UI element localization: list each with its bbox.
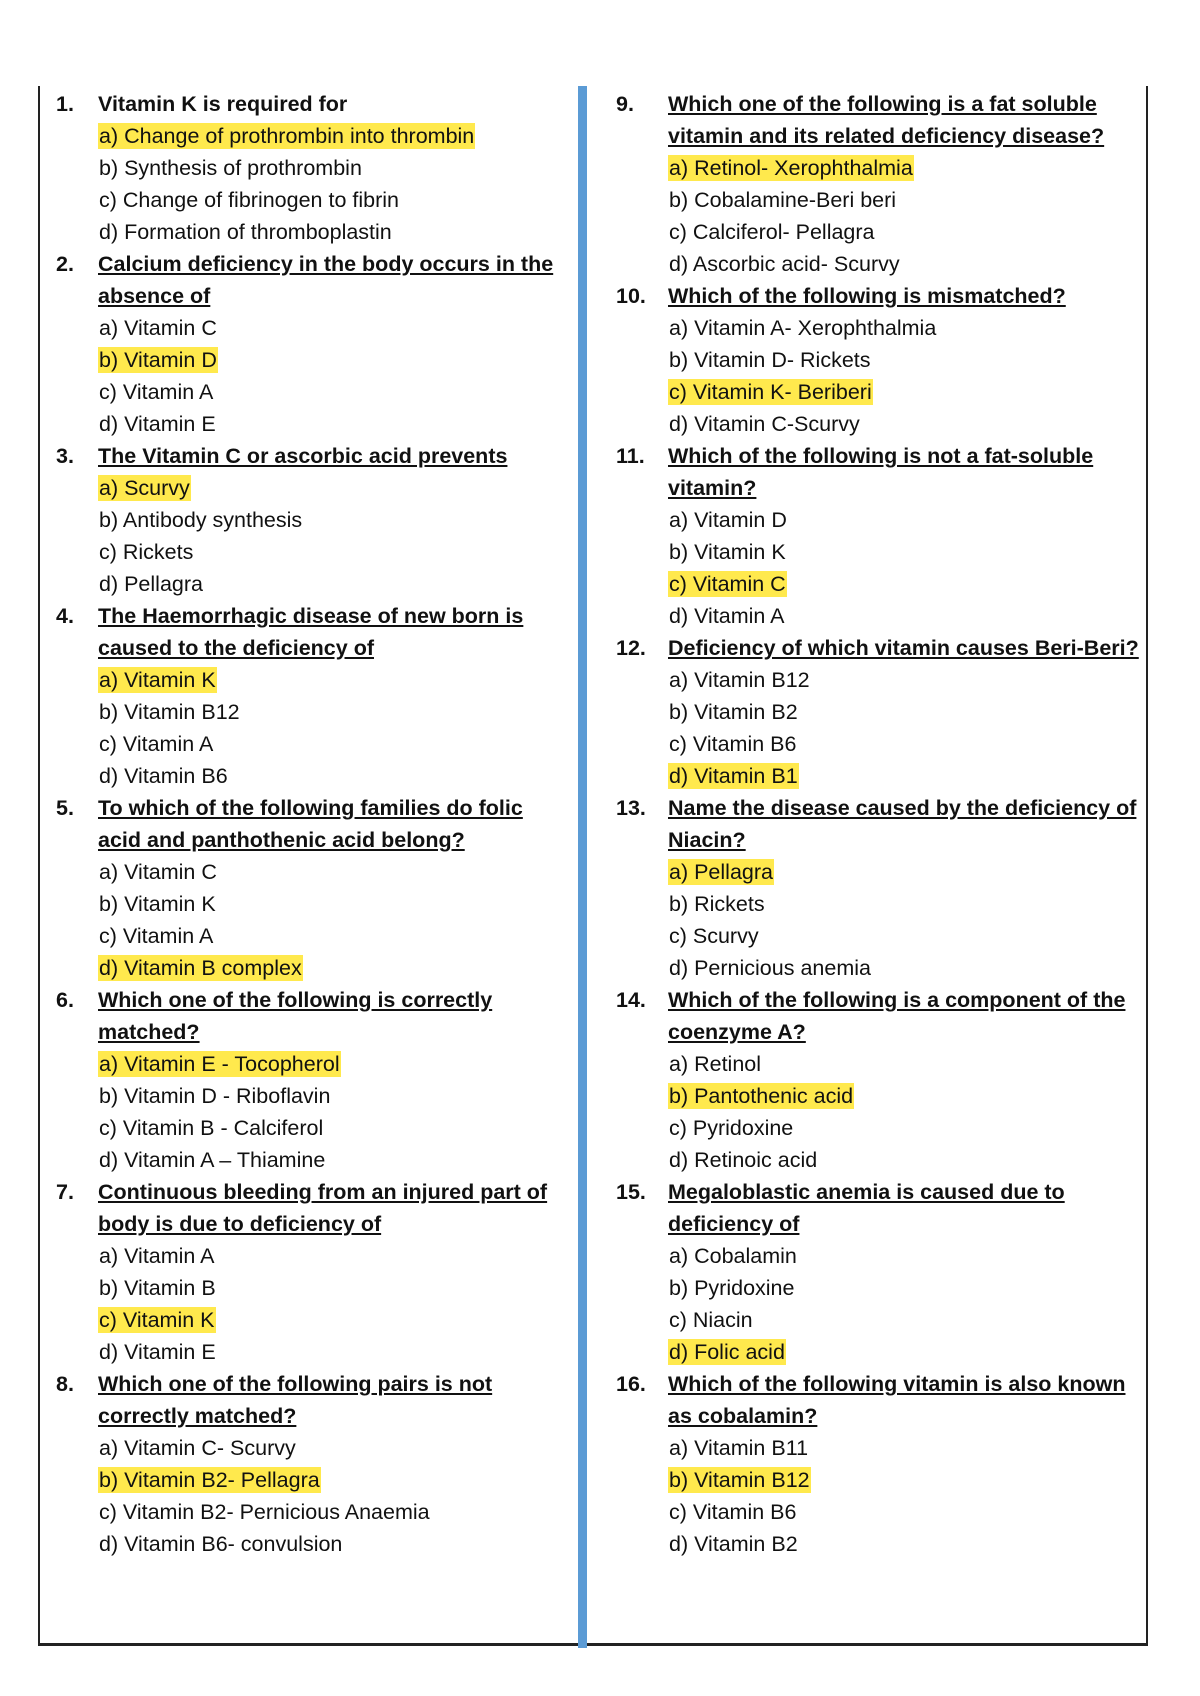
answer-option (668, 952, 1141, 984)
answer-option (668, 216, 1141, 248)
answer-option (98, 536, 566, 568)
answer-option (668, 184, 1141, 216)
answer-option-text: c) Vitamin A (99, 924, 214, 948)
question-item (616, 280, 1141, 440)
answer-option (98, 312, 566, 344)
answer-option (98, 1144, 566, 1176)
column-divider (578, 86, 587, 1648)
question-item (616, 632, 1141, 792)
correct-answer-highlight: b) Vitamin B12 (669, 1468, 810, 1492)
answer-option-text: b) Vitamin B (99, 1276, 216, 1300)
answer-option (98, 376, 566, 408)
answer-option (668, 312, 1141, 344)
answer-option-text: c) Vitamin B6 (669, 1500, 797, 1524)
answer-option (98, 1528, 566, 1560)
question-item (616, 792, 1141, 984)
answer-option-text: c) Change of fibrinogen to fibrin (99, 188, 399, 212)
answer-option (668, 664, 1141, 696)
left-column (56, 88, 566, 1560)
question-text: Calcium deficiency in the body occurs in the absence of (98, 252, 554, 308)
answer-option (668, 376, 1141, 408)
answer-option-text: b) Antibody synthesis (99, 508, 303, 532)
answer-option (668, 856, 1141, 888)
answer-option-text: a) Retinol (669, 1052, 762, 1076)
answer-option (98, 952, 566, 984)
answer-option-text: d) Vitamin E (99, 412, 216, 436)
answer-option (98, 1336, 566, 1368)
answer-option-text: b) Vitamin D - Riboflavin (99, 1084, 331, 1108)
answer-option (668, 1240, 1141, 1272)
answer-option (98, 504, 566, 536)
question-item (56, 88, 566, 248)
question-text: Which one of the following pairs is not correctly matched? (98, 1372, 493, 1428)
answer-option (668, 152, 1141, 184)
answer-option (98, 696, 566, 728)
question-text: Vitamin K is required for (98, 92, 348, 116)
question-item (56, 792, 566, 984)
question-text: To which of the following families do folic acid and panthothenic acid belong? (98, 796, 523, 852)
answer-option (668, 344, 1141, 376)
answer-option (668, 1048, 1141, 1080)
answer-option (98, 216, 566, 248)
answer-option (668, 760, 1141, 792)
answer-option (668, 1528, 1141, 1560)
question-number: 8. (56, 1372, 74, 1396)
answer-option-text: d) Retinoic acid (669, 1148, 818, 1172)
answer-option (98, 120, 566, 152)
answer-option (668, 600, 1141, 632)
question-number: 3. (56, 444, 74, 468)
answer-option (668, 1144, 1141, 1176)
answer-option (668, 1336, 1141, 1368)
question-item (616, 440, 1141, 632)
question-number: 16. (616, 1372, 646, 1396)
answer-option (98, 664, 566, 696)
answer-option-text: c) Vitamin B2- Pernicious Anaemia (99, 1500, 430, 1524)
answer-option-text: a) Vitamin B11 (669, 1436, 809, 1460)
answer-option (98, 920, 566, 952)
correct-answer-highlight: d) Vitamin B complex (99, 956, 302, 980)
answer-option-text: b) Vitamin K (99, 892, 216, 916)
answer-option (98, 1464, 566, 1496)
correct-answer-highlight: b) Vitamin B2- Pellagra (99, 1468, 320, 1492)
answer-option (98, 1272, 566, 1304)
question-number: 4. (56, 604, 74, 628)
answer-option (668, 888, 1141, 920)
answer-option-text: d) Ascorbic acid- Scurvy (669, 252, 900, 276)
answer-option (668, 536, 1141, 568)
question-text: Deficiency of which vitamin causes Beri-Beri? (668, 636, 1139, 660)
answer-option-text: c) Vitamin B6 (669, 732, 797, 756)
question-text: Continuous bleeding from an injured part of body is due to deficiency of (98, 1180, 548, 1236)
question-number: 1. (56, 92, 74, 116)
correct-answer-highlight: c) Vitamin C (669, 572, 786, 596)
answer-option-text: b) Vitamin K (669, 540, 786, 564)
answer-option (668, 248, 1141, 280)
correct-answer-highlight: a) Vitamin E - Tocopherol (99, 1052, 340, 1076)
answer-option-text: c) Vitamin A (99, 380, 214, 404)
question-item (56, 1368, 566, 1560)
question-number: 13. (616, 796, 646, 820)
correct-answer-highlight: c) Vitamin K- Beriberi (669, 380, 872, 404)
question-number: 15. (616, 1180, 646, 1204)
question-text: Megaloblastic anemia is caused due to deficiency of (668, 1180, 1065, 1236)
answer-option (98, 760, 566, 792)
answer-option (98, 1080, 566, 1112)
question-item (616, 1176, 1141, 1368)
answer-option (98, 472, 566, 504)
question-item (56, 1176, 566, 1368)
question-text: Which one of the following is a fat soluble vitamin and its related deficiency disease? (668, 92, 1105, 148)
question-item (616, 88, 1141, 280)
answer-option (668, 408, 1141, 440)
correct-answer-highlight: a) Pellagra (669, 860, 773, 884)
answer-option-text: b) Vitamin B2 (669, 700, 798, 724)
question-text: Which of the following is mismatched? (668, 284, 1066, 308)
answer-option-text: a) Vitamin C- Scurvy (99, 1436, 296, 1460)
question-number: 14. (616, 988, 646, 1012)
answer-option-text: b) Vitamin B12 (99, 700, 240, 724)
answer-option (98, 1432, 566, 1464)
answer-option (98, 856, 566, 888)
answer-option (98, 568, 566, 600)
answer-option (668, 1496, 1141, 1528)
answer-option-text: a) Vitamin B12 (669, 668, 810, 692)
correct-answer-highlight: b) Pantothenic acid (669, 1084, 854, 1108)
answer-option (98, 888, 566, 920)
answer-option-text: d) Vitamin B2 (669, 1532, 798, 1556)
answer-option (98, 152, 566, 184)
correct-answer-highlight: b) Vitamin D (99, 348, 217, 372)
question-text: The Vitamin C or ascorbic acid prevents (98, 444, 508, 468)
answer-option (98, 1048, 566, 1080)
question-item (56, 600, 566, 792)
answer-option-text: c) Niacin (669, 1308, 753, 1332)
answer-option-text: b) Cobalamine-Beri beri (669, 188, 897, 212)
answer-option-text: d) Formation of thromboplastin (99, 220, 392, 244)
question-number: 10. (616, 284, 646, 308)
answer-option-text: c) Scurvy (669, 924, 759, 948)
question-item (56, 984, 566, 1176)
answer-option (668, 1272, 1141, 1304)
answer-option-text: b) Pyridoxine (669, 1276, 795, 1300)
question-number: 5. (56, 796, 74, 820)
answer-option (98, 184, 566, 216)
answer-option-text: a) Vitamin C (99, 316, 217, 340)
answer-option (98, 1240, 566, 1272)
answer-option (98, 344, 566, 376)
answer-option (98, 728, 566, 760)
correct-answer-highlight: a) Vitamin K (99, 668, 216, 692)
answer-option (668, 1432, 1141, 1464)
answer-option-text: c) Pyridoxine (669, 1116, 794, 1140)
answer-option (668, 1464, 1141, 1496)
answer-option-text: d) Vitamin B6- convulsion (99, 1532, 343, 1556)
question-text: Which of the following is a component of the coenzyme A? (668, 988, 1126, 1044)
question-item (56, 440, 566, 600)
answer-option (668, 1304, 1141, 1336)
answer-option (668, 920, 1141, 952)
answer-option (98, 1496, 566, 1528)
correct-answer-highlight: d) Vitamin B1 (669, 764, 798, 788)
answer-option-text: b) Rickets (669, 892, 765, 916)
question-item (56, 248, 566, 440)
answer-option-text: a) Vitamin D (669, 508, 787, 532)
question-number: 6. (56, 988, 74, 1012)
answer-option (668, 1080, 1141, 1112)
correct-answer-highlight: d) Folic acid (669, 1340, 785, 1364)
question-item (616, 1368, 1141, 1560)
correct-answer-highlight: a) Retinol- Xerophthalmia (669, 156, 913, 180)
answer-option-text: a) Vitamin C (99, 860, 217, 884)
answer-option-text: d) Pernicious anemia (669, 956, 871, 980)
question-number: 2. (56, 252, 74, 276)
correct-answer-highlight: c) Vitamin K (99, 1308, 215, 1332)
correct-answer-highlight: a) Scurvy (99, 476, 190, 500)
question-item (616, 984, 1141, 1176)
answer-option (668, 1112, 1141, 1144)
answer-option-text: c) Rickets (99, 540, 194, 564)
question-text: Which of the following vitamin is also known as cobalamin? (668, 1372, 1126, 1428)
question-number: 11. (616, 444, 645, 468)
question-text: Which one of the following is correctly matched? (98, 988, 493, 1044)
answer-option (98, 408, 566, 440)
answer-option-text: d) Pellagra (99, 572, 203, 596)
answer-option (668, 696, 1141, 728)
answer-option-text: c) Vitamin A (99, 732, 214, 756)
question-number: 9. (616, 92, 634, 116)
right-column (616, 88, 1141, 1560)
question-number: 12. (616, 636, 646, 660)
answer-option-text: b) Synthesis of prothrombin (99, 156, 362, 180)
answer-option-text: d) Vitamin A – Thiamine (99, 1148, 326, 1172)
answer-option-text: c) Calciferol- Pellagra (669, 220, 875, 244)
answer-option (668, 568, 1141, 600)
question-text: Which of the following is not a fat-soluble vitamin? (668, 444, 1094, 500)
answer-option-text: d) Vitamin A (669, 604, 785, 628)
correct-answer-highlight: a) Change of prothrombin into thrombin (99, 124, 475, 148)
question-text: Name the disease caused by the deficiency of Niacin? (668, 796, 1137, 852)
answer-option-text: a) Vitamin A (99, 1244, 215, 1268)
answer-option-text: b) Vitamin D- Rickets (669, 348, 871, 372)
answer-option (668, 504, 1141, 536)
answer-option-text: a) Cobalamin (669, 1244, 797, 1268)
answer-option-text: c) Vitamin B - Calciferol (99, 1116, 324, 1140)
answer-option (668, 728, 1141, 760)
answer-option-text: d) Vitamin B6 (99, 764, 228, 788)
question-number: 7. (56, 1180, 74, 1204)
answer-option-text: a) Vitamin A- Xerophthalmia (669, 316, 937, 340)
question-text: The Haemorrhagic disease of new born is caused to the deficiency of (98, 604, 524, 660)
answer-option-text: d) Vitamin C-Scurvy (669, 412, 860, 436)
answer-option (98, 1304, 566, 1336)
answer-option (98, 1112, 566, 1144)
answer-option-text: d) Vitamin E (99, 1340, 216, 1364)
